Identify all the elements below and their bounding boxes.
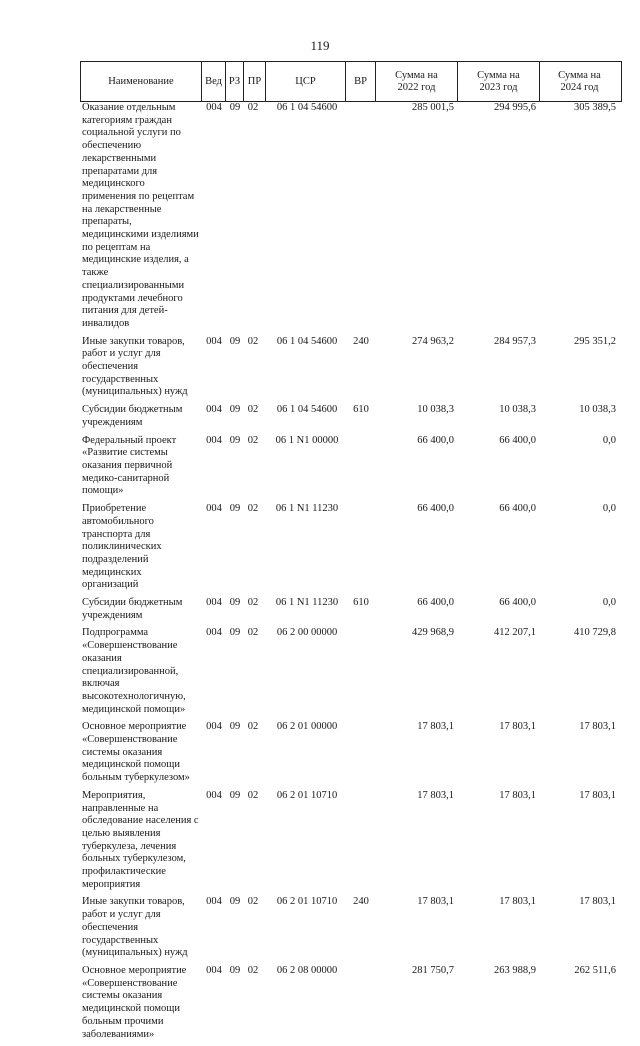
- table-row: [80, 503, 620, 597]
- row-sum-2024: 17 803,1: [579, 789, 616, 801]
- header-sum-2022: Сумма на 2022 год: [375, 62, 457, 101]
- row-sum-2024: 262 511,6: [574, 965, 616, 976]
- header-vr: ВР: [345, 62, 375, 101]
- row-rz: 09: [229, 335, 241, 347]
- header-csr: ЦСР: [265, 62, 345, 101]
- row-name: Основное мероприятие «Совершенствование системы оказания медицинской помощи больным прочими заболеваниями»: [82, 965, 187, 1040]
- row-rz: 09: [229, 627, 241, 639]
- row-ved: 004: [206, 404, 222, 416]
- row-sum-2023: 66 400,0: [499, 434, 536, 446]
- row-csr: 06 1 N1 00000: [275, 434, 339, 446]
- row-name: Приобретение автомобильного транспорта для поликлинических подразделений медицинских организаций: [82, 503, 162, 591]
- row-sum-2022: 285 001,5: [412, 102, 454, 113]
- row-sum-2023: 284 957,3: [494, 335, 536, 347]
- row-name: Субсидии бюджетным учреждениям: [82, 404, 183, 428]
- row-csr: 06 1 04 54600: [276, 404, 338, 416]
- table-header: [80, 61, 622, 102]
- row-ved: 004: [206, 627, 222, 639]
- row-name: Подпрограмма «Совершенствование оказания специализированной, включая высокотехнологичную, медицинской помощи»: [82, 627, 186, 715]
- row-sum-2023: 17 803,1: [499, 896, 536, 908]
- row-pr: 02: [247, 434, 259, 446]
- row-sum-2024: 0,0: [602, 597, 616, 609]
- row-sum-2024: 295 351,2: [574, 335, 616, 347]
- row-rz: 09: [229, 503, 241, 515]
- row-rz: 09: [229, 434, 241, 446]
- row-sum-2022: 66 400,0: [417, 434, 454, 446]
- row-sum-2023: 17 803,1: [499, 789, 536, 801]
- row-name: Оказание отдельным категориям граждан социальной услуги по обеспечению лекарственными препаратами для медицинского применения по рецептам на лекарственные препараты, медицинскими изделиями по рецептам на медицинские изделия, а также специализированными продуктами лечебного питания для детей-инвалидов: [82, 102, 199, 329]
- row-sum-2022: 66 400,0: [417, 503, 454, 515]
- row-sum-2022: 66 400,0: [417, 597, 454, 609]
- row-sum-2022: 17 803,1: [417, 896, 454, 908]
- row-name: Субсидии бюджетным учреждениям: [82, 597, 183, 621]
- row-sum-2022: 281 750,7: [412, 965, 454, 976]
- row-rz: 09: [229, 102, 241, 113]
- table-row: [80, 597, 620, 627]
- row-rz: 09: [229, 965, 241, 976]
- header-sum-2024: Сумма на 2024 год: [539, 62, 619, 101]
- row-csr: 06 2 01 10710: [276, 896, 338, 908]
- table-row: [80, 435, 620, 504]
- row-sum-2023: 10 038,3: [499, 404, 536, 416]
- row-rz: 09: [229, 896, 241, 908]
- table-row: [80, 102, 620, 336]
- row-pr: 02: [247, 965, 259, 976]
- row-pr: 02: [247, 721, 259, 733]
- row-name: Иные закупки товаров, работ и услуг для обеспечения государственных (муниципальных) нужд: [82, 335, 188, 398]
- row-vr: [344, 503, 374, 592]
- row-sum-2024: 305 389,5: [574, 102, 616, 113]
- row-ved: 004: [206, 965, 222, 976]
- row-pr: 02: [247, 335, 259, 347]
- row-sum-2022: 10 038,3: [417, 404, 454, 416]
- row-rz: 09: [229, 597, 241, 609]
- row-pr: 02: [247, 503, 259, 515]
- row-sum-2024: 0,0: [602, 434, 616, 446]
- row-ved: 004: [206, 789, 222, 801]
- row-csr: 06 1 N1 11230: [275, 597, 339, 609]
- row-vr: [344, 627, 374, 716]
- row-name: Мероприятия, направленные на обследование населения с целью выявления туберкулеза, лечения больных туберкулезом, профилактические мероприятия: [82, 789, 199, 890]
- row-sum-2022: 17 803,1: [417, 721, 454, 733]
- row-vr: 610: [353, 597, 369, 609]
- row-ved: 004: [206, 896, 222, 908]
- row-vr: [344, 790, 374, 892]
- row-sum-2023: 412 207,1: [494, 627, 536, 639]
- table-row: [80, 896, 620, 965]
- row-sum-2023: 17 803,1: [499, 721, 536, 733]
- table-row: [80, 721, 620, 790]
- row-sum-2023: 66 400,0: [499, 503, 536, 515]
- row-ved: 004: [206, 503, 222, 515]
- row-sum-2022: 429 968,9: [412, 627, 454, 639]
- row-csr: 06 1 04 54600: [276, 102, 338, 113]
- row-ved: 004: [206, 597, 222, 609]
- row-csr: 06 1 N1 11230: [275, 503, 339, 515]
- row-rz: 09: [229, 789, 241, 801]
- header-pr: ПР: [243, 62, 265, 101]
- row-pr: 02: [247, 597, 259, 609]
- page-number: 119: [310, 38, 330, 53]
- row-vr: 240: [353, 896, 369, 908]
- row-pr: 02: [247, 102, 259, 113]
- row-vr: [344, 721, 374, 785]
- table-row: [80, 404, 620, 434]
- row-ved: 004: [206, 102, 222, 113]
- header-name: Наименование: [108, 75, 174, 87]
- row-sum-2023: 263 988,9: [494, 965, 536, 976]
- row-vr: [344, 435, 374, 499]
- row-name: Федеральный проект «Развитие системы оказания первичной медико-санитарной помощи»: [82, 434, 177, 497]
- header-ved: Вед: [201, 62, 225, 101]
- row-name: Основное мероприятие «Совершенствование системы оказания медицинской помощи больным туберкулезом»: [82, 721, 190, 784]
- row-sum-2024: 17 803,1: [579, 721, 616, 733]
- row-pr: 02: [247, 896, 259, 908]
- row-name: Иные закупки товаров, работ и услуг для обеспечения государственных (муниципальных) нужд: [82, 896, 188, 959]
- table-row: [80, 336, 620, 405]
- row-pr: 02: [247, 627, 259, 639]
- row-sum-2022: 274 963,2: [412, 335, 454, 347]
- row-ved: 004: [206, 335, 222, 347]
- row-pr: 02: [247, 404, 259, 416]
- header-rz: РЗ: [225, 62, 243, 101]
- row-csr: 06 2 01 00000: [276, 721, 338, 733]
- row-vr: 610: [353, 404, 369, 416]
- row-ved: 004: [206, 721, 222, 733]
- row-csr: 06 1 04 54600: [276, 335, 338, 347]
- table-row: [80, 790, 620, 897]
- row-sum-2024: 17 803,1: [579, 896, 616, 908]
- row-sum-2024: 0,0: [602, 503, 616, 515]
- header-sum-2023: Сумма на 2023 год: [457, 62, 539, 101]
- row-vr: [344, 965, 374, 1041]
- row-vr: 240: [353, 335, 369, 347]
- row-sum-2022: 17 803,1: [417, 789, 454, 801]
- row-ved: 004: [206, 434, 222, 446]
- row-rz: 09: [229, 721, 241, 733]
- row-csr: 06 2 00 00000: [276, 627, 338, 639]
- row-csr: 06 2 08 00000: [276, 965, 338, 976]
- row-rz: 09: [229, 404, 241, 416]
- row-pr: 02: [247, 789, 259, 801]
- table-body: [80, 102, 620, 1046]
- row-sum-2023: 294 995,6: [494, 102, 536, 113]
- row-sum-2024: 10 038,3: [579, 404, 616, 416]
- table-row: [80, 965, 620, 1046]
- row-vr: [344, 102, 374, 331]
- row-sum-2023: 66 400,0: [499, 597, 536, 609]
- row-sum-2024: 410 729,8: [574, 627, 616, 639]
- table-row: [80, 627, 620, 721]
- row-csr: 06 2 01 10710: [276, 789, 338, 801]
